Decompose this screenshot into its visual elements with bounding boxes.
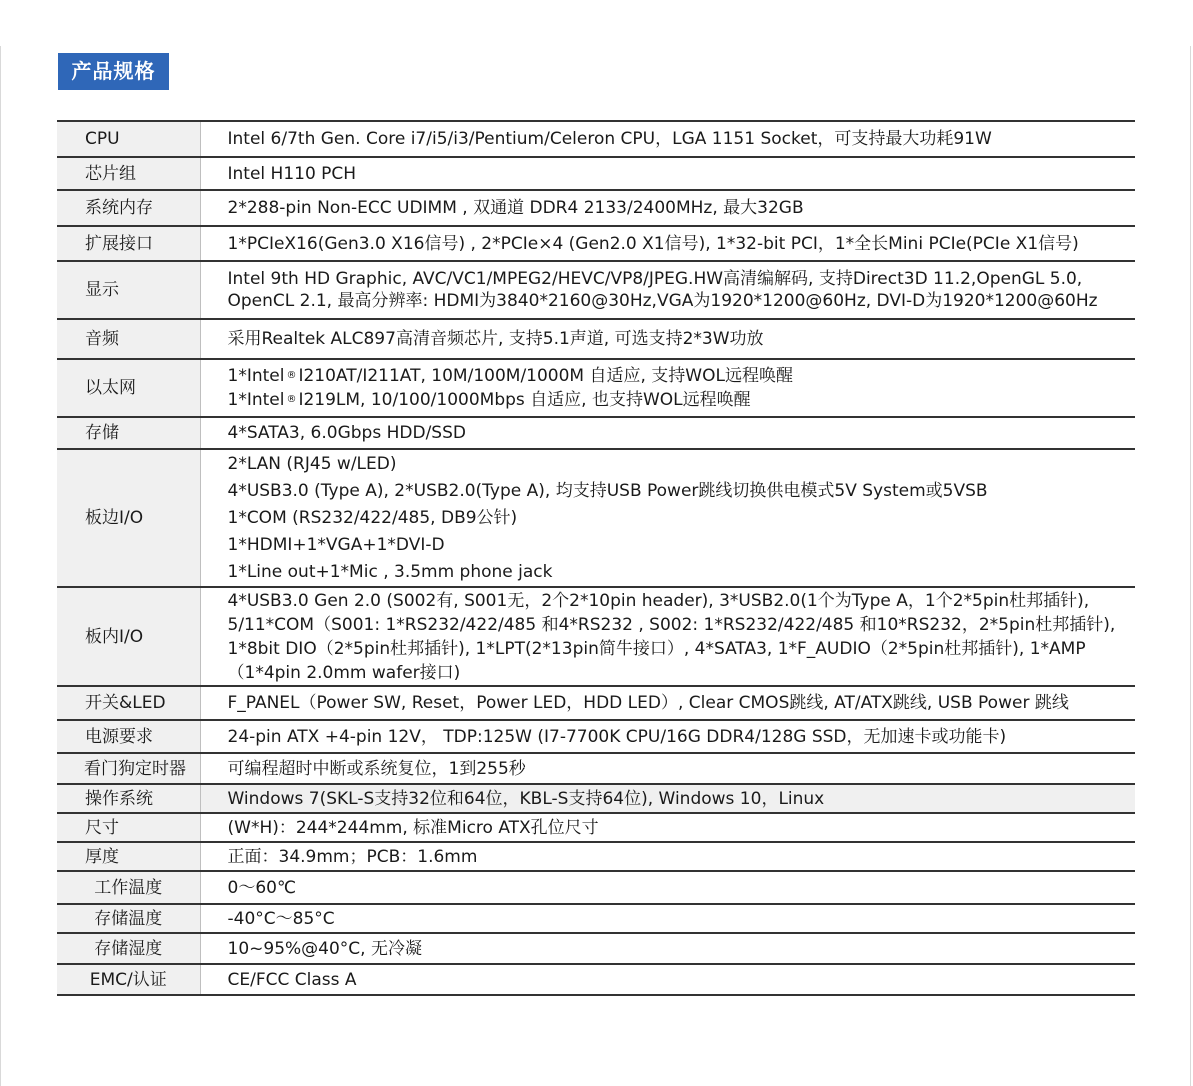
spec-label: 板内I/O	[57, 587, 200, 686]
spec-label: 厚度	[57, 842, 200, 871]
spec-label: 显示	[57, 261, 200, 319]
spec-row-chipset	[57, 157, 1135, 190]
spec-label: 操作系统	[57, 784, 200, 813]
spec-label: 音频	[57, 319, 200, 359]
spec-value: Intel 6/7th Gen. Core i7/i5/i3/Pentium/Celeron CPU，LGA 1151 Socket，可支持最大功耗91W	[200, 121, 1135, 157]
spec-value: F_PANEL（Power SW, Reset，Power LED，HDD LED）, Clear CMOS跳线, AT/ATX跳线, USB Power 跳线	[200, 686, 1135, 720]
spec-row-watchdog	[57, 753, 1135, 784]
spec-label: 板边I/O	[57, 449, 200, 587]
spec-row-thickness	[57, 842, 1135, 871]
spec-value: CE/FCC Class A	[200, 964, 1135, 995]
spec-value: 2*LAN (RJ45 w/LED) 4*USB3.0 (Type A), 2*USB2.0(Type A), 均支持USB Power跳线切换供电模式5V System或5VSB 1*COM (RS232/422/485, DB9公针) 1*HDMI+1*VGA+1*DVI-D 1*Line out+1*Mic , 3.5mm phone jack	[200, 449, 1135, 587]
spec-row-expansion	[57, 226, 1135, 261]
spec-row-ethernet	[57, 359, 1135, 417]
spec-label: 尺寸	[57, 813, 200, 842]
spec-value: 4*SATA3, 6.0Gbps HDD/SSD	[200, 417, 1135, 449]
spec-row-cpu	[57, 121, 1135, 157]
spec-label: 以太网	[57, 359, 200, 417]
spec-label: 扩展接口	[57, 226, 200, 261]
spec-value: (W*H)：244*244mm, 标准Micro ATX孔位尺寸	[200, 813, 1135, 842]
spec-row-size	[57, 813, 1135, 842]
spec-row-storage	[57, 417, 1135, 449]
spec-table	[57, 120, 1135, 996]
spec-row-storage-temp	[57, 904, 1135, 933]
spec-value: 2*288-pin Non-ECC UDIMM , 双通道 DDR4 2133/2400MHz, 最大32GB	[200, 190, 1135, 226]
spec-label: 电源要求	[57, 720, 200, 753]
spec-label: 工作温度	[57, 871, 200, 904]
spec-value: 正面：34.9mm；PCB：1.6mm	[200, 842, 1135, 871]
spec-value: 10~95%@40°C, 无冷凝	[200, 933, 1135, 964]
spec-row-memory	[57, 190, 1135, 226]
spec-value: 可编程超时中断或系统复位，1到255秒	[200, 753, 1135, 784]
spec-value: Windows 7(SKL-S支持32位和64位，KBL-S支持64位), Windows 10，Linux	[200, 784, 1135, 813]
spec-label: 存储湿度	[57, 933, 200, 964]
spec-row-emc	[57, 964, 1135, 995]
spec-label: 开关&LED	[57, 686, 200, 720]
spec-row-edge-io	[57, 449, 1135, 587]
registered-mark: ®	[286, 370, 297, 381]
spec-label: EMC/认证	[57, 964, 200, 995]
spec-label: 存储	[57, 417, 200, 449]
spec-row-switch-led	[57, 686, 1135, 720]
spec-row-power	[57, 720, 1135, 753]
spec-value: 1*Intel ® I210AT/I211AT, 10M/100M/1000M 自适应, 支持WOL远程唤醒 1*Intel ® I219LM, 10/100/1000Mbps 自适应, 也支持WOL远程唤醒	[200, 359, 1135, 417]
spec-label: 芯片组	[57, 157, 200, 190]
spec-row-os	[57, 784, 1135, 813]
spec-value: -40°C～85°C	[200, 904, 1135, 933]
spec-value: 0～60℃	[200, 871, 1135, 904]
spec-value: 采用Realtek ALC897高清音频芯片, 支持5.1声道, 可选支持2*3W功放	[200, 319, 1135, 359]
spec-value: Intel 9th HD Graphic, AVC/VC1/MPEG2/HEVC/VP8/JPEG.HW高清编解码, 支持Direct3D 11.2,OpenGL 5.0, OpenCL 2.1, 最高分辨率: HDMI为3840*2160@30Hz,VGA为1920*1200@60Hz, DVI-D为1920*1200@60Hz	[200, 261, 1135, 319]
section-title: 产品规格	[58, 53, 169, 90]
spec-label: CPU	[57, 121, 200, 157]
spec-row-operating-temp	[57, 871, 1135, 904]
spec-value: 1*PCIeX16(Gen3.0 X16信号) , 2*PCIe×4 (Gen2.0 X1信号), 1*32-bit PCI，1*全长Mini PCIe(PCIe X1信号)	[200, 226, 1135, 261]
spec-row-storage-humidity	[57, 933, 1135, 964]
spec-value: 4*USB3.0 Gen 2.0 (S002有, S001无，2个2*10pin header), 3*USB2.0(1个为Type A，1个2*5pin杜邦插针), 5/11*COM（S001: 1*RS232/422/485 和4*RS232 , S002: 1*RS232/422/485 和10*RS232，2*5pin杜邦插针), 1*8bit DIO（2*5pin杜邦插针), 1*LPT(2*13pin简牛接口）, 4*SATA3, 1*F_AUDIO（2*5pin杜邦插针), 1*AMP （1*4pin 2.0mm wafer接口)	[200, 587, 1135, 686]
spec-row-display	[57, 261, 1135, 319]
spec-label: 系统内存	[57, 190, 200, 226]
spec-label: 看门狗定时器	[57, 753, 200, 784]
spec-value: Intel H110 PCH	[200, 157, 1135, 190]
spec-row-onboard-io	[57, 587, 1135, 686]
spec-label: 存储温度	[57, 904, 200, 933]
registered-mark: ®	[286, 394, 297, 405]
spec-row-audio	[57, 319, 1135, 359]
spec-value: 24-pin ATX +4-pin 12V， TDP:125W (I7-7700K CPU/16G DDR4/128G SSD，无加速卡或功能卡)	[200, 720, 1135, 753]
